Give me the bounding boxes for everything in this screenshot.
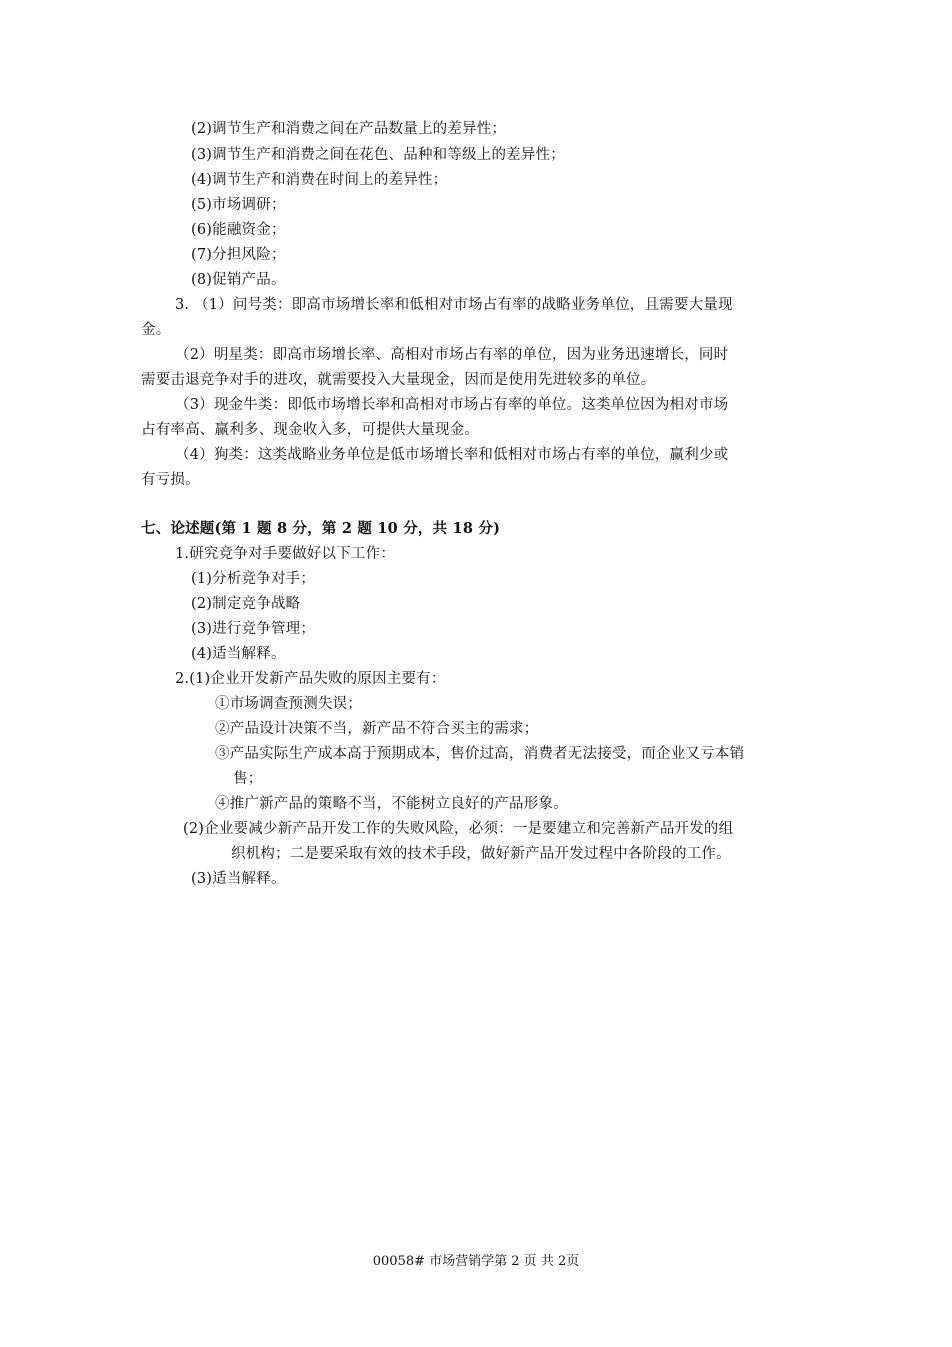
page-footer: 00058# 市场营销学第 2 页 共 2页 xyxy=(372,1254,580,1269)
question-intro: 1.研究竞争对手要做好以下工作： xyxy=(175,546,396,562)
paragraph-line: （2）明星类：即高市场增长率、高相对市场占有率的单位，因为业务迅速增长，同时 xyxy=(175,347,729,363)
paragraph-line: 织机构；二是要采取有效的技术手段，做好新产品开发过程中各阶段的工作。 xyxy=(231,846,731,862)
list-item: (7)分担风险； xyxy=(191,247,286,263)
paragraph-line: 金。 xyxy=(141,322,171,338)
paragraph-line: 有亏损。 xyxy=(141,472,200,488)
question-intro: 2.(1)企业开发新产品失败的原因主要有： xyxy=(175,671,446,687)
list-item: (2)调节生产和消费之间在产品数量上的差异性； xyxy=(191,121,507,137)
list-item: ①市场调查预测失误； xyxy=(215,696,362,712)
list-item: (8)促销产品。 xyxy=(191,272,286,288)
list-item: (5)市场调研； xyxy=(191,197,286,213)
section-heading: 七、论述题(第 1 题 8 分，第 2 题 10 分，共 18 分) xyxy=(141,520,501,537)
paragraph-line: （3）现金牛类：即低市场增长率和高相对市场占有率的单位。这类单位因为相对市场 xyxy=(175,397,729,413)
list-item: (4)调节生产和消费在时间上的差异性； xyxy=(191,172,448,188)
list-item: ④推广新产品的策略不当，不能树立良好的产品形象。 xyxy=(215,796,568,812)
paragraph-line: （4）狗类：这类战略业务单位是低市场增长率和低相对市场占有率的单位，赢利少或 xyxy=(175,447,729,463)
list-item: (1)分析竞争对手； xyxy=(191,571,316,587)
paragraph-line: 3. （1）问号类：即高市场增长率和低相对市场占有率的战略业务单位，且需要大量现 xyxy=(175,297,733,313)
paragraph-line: 占有率高、赢利多、现金收入多，可提供大量现金。 xyxy=(141,422,480,438)
list-item: ②产品设计决策不当，新产品不符合买主的需求； xyxy=(215,721,539,737)
paragraph-line: 需要击退竞争对手的进攻，就需要投入大量现金，因而是使用先进较多的单位。 xyxy=(141,372,656,388)
list-item: (2)制定竞争战略 xyxy=(191,596,301,612)
list-item: (3)适当解释。 xyxy=(191,871,286,887)
list-item: ③产品实际生产成本高于预期成本，售价过高，消费者无法接受，而企业又亏本销 xyxy=(215,746,745,762)
list-item: (3)进行竞争管理； xyxy=(191,621,316,637)
list-item-continuation: 售； xyxy=(233,771,263,787)
paragraph-line: (2)企业要减少新产品开发工作的失败风险，必须：一是要建立和完善新产品开发的组 xyxy=(183,821,734,837)
list-item: (6)能融资金； xyxy=(191,222,286,238)
list-item: (3)调节生产和消费之间在花色、品种和等级上的差异性； xyxy=(191,147,565,163)
list-item: (4)适当解释。 xyxy=(191,646,286,662)
